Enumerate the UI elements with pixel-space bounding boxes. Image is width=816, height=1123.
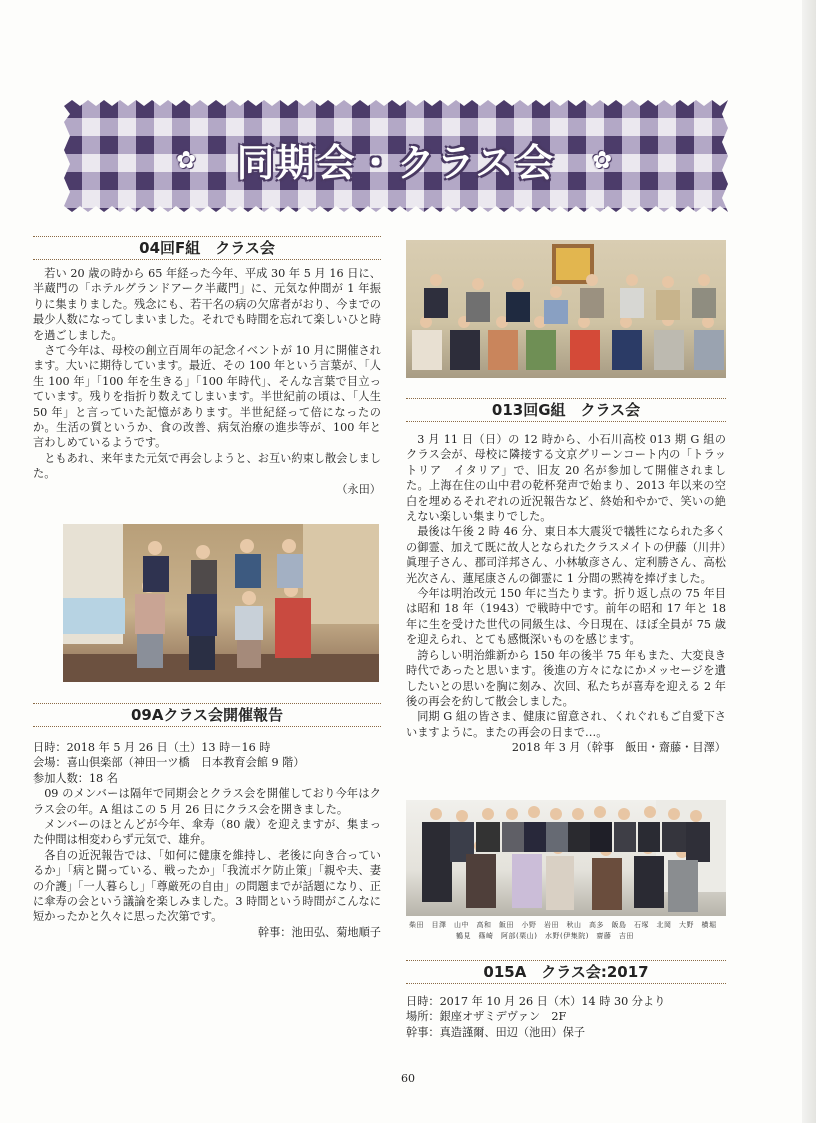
section-heading-04f: 04回F組 クラス会 bbox=[33, 236, 381, 260]
photo-caption-line2: 鶴見 篠崎 阿部(栗山) 水野(伊集院) 齋藤 吉田 bbox=[456, 932, 634, 940]
paragraph: 09 のメンバーは隔年で同期会とクラス会を開催しており今年はクラス会の年。A 組はこの 5 月 26 日にクラス会を開きました。 bbox=[33, 787, 381, 816]
signature: 2018 年 3 月（幹事 飯田・齋藤・目澤） bbox=[511, 741, 726, 755]
photo-people bbox=[63, 524, 379, 682]
info-date: 日時：2018 年 5 月 26 日（土）13 時－16 時 bbox=[33, 741, 271, 754]
signature bbox=[33, 925, 381, 940]
photo-caption-line1: 柴田 目澤 山中 高和 飯田 小野 岩田 秋山 高多 飯島 石塚 北岡 大野 横堀 bbox=[409, 921, 717, 929]
paragraph: さて今年は、母校の創立百周年の記念イベントが 10 月に開催されます。大いに期待しています。最近、その 100 年という言葉が、「人生 100 年」「100 年を生きる」「100 年時代」、そんな言葉で目立っています。残りを指折り数えてしまいます。半世紀前の頃は、「人生 50 年」と言っていた記憶があります。半世紀経って倍になったのか。生活の質というか、食の改善、病気治療の進歩等が、100 年と言わしめているようです。 bbox=[33, 344, 381, 450]
section-heading-015a: 015A クラス会:2017 bbox=[406, 960, 726, 984]
article-015a bbox=[406, 994, 726, 1040]
info-place: 場所：銀座オザミデヴァン 2F bbox=[406, 1010, 567, 1024]
paragraph: 今年は明治改元 150 年に当たります。折り返し点の 75 年目は昭和 18 年（1943）で戦時中です。前年の昭和 17 年と 18 年に生を受けた世代の同級生は、今日現在、ほぼ全員が 75 歳を迎えられ、とても感慨深いものを感じます。 bbox=[406, 587, 726, 647]
banner-title: 同期会・クラス会 bbox=[236, 141, 556, 185]
photo-people bbox=[406, 240, 726, 378]
paragraph: 各自の近況報告では、「如何に健康を維持し、老後に向き合っているか」「病と闘っている、戦ったか」「我流ボケ防止策」「親や夫、妻の介護」「一人暮らし」「尊厳死の自由」の問題までが話題になり、正に傘寿の会という議論を楽しみました。3 時間という時間がこんなに短かったかと久々に思った次第です。 bbox=[33, 848, 381, 924]
page-edge bbox=[802, 0, 816, 1123]
info-venue: 会場：喜山倶楽部（神田一ツ橋 日本教育会館 9 階） bbox=[33, 756, 305, 770]
butterfly-icon: ✿ bbox=[592, 146, 613, 174]
paragraph: ともあれ、来年また元気で再会しようと、お互い約束し散会しました。 bbox=[33, 451, 381, 481]
section-heading-09a: 09Aクラス会開催報告 bbox=[33, 703, 381, 727]
group-photo-04f bbox=[63, 524, 379, 682]
info-attendees: 参加人数：18 名 bbox=[33, 771, 118, 785]
paragraph: 3 月 11 日（日）の 12 時から、小石川高校 013 期 G 組のクラス会が、母校に隣接する文京グリーンコート内の「トラットリア イタリア」で、旧友 20 名が参加して開催されました。上海在住の山中君の乾杯発声で始まり、2013 年以来の空白を埋めるそれぞれの近況報告など、終始和やかで、笑いの絶えない楽しい集まりでした。 bbox=[406, 433, 726, 524]
info-organizers: 幹事：真造謹爾、田辺（池田）保子 bbox=[406, 1025, 586, 1039]
signature: （永田） bbox=[336, 482, 381, 496]
info-date: 日時：2017 年 10 月 26 日（木）14 時 30 分より bbox=[406, 995, 666, 1008]
article-09a bbox=[33, 740, 381, 940]
flower-icon: ✿ bbox=[176, 146, 197, 174]
photo-people bbox=[406, 800, 726, 916]
group-photo-013g-2 bbox=[406, 800, 726, 916]
paragraph: 誇らしい明治維新から 150 年の後半 75 年もまた、大変良き時代であったと思います。後進の方々になにかメッセージを遺したいとの思いを胸に刻み、次回、私たちが喜寿を迎える 2 年後の再会を約して散会しました。 bbox=[406, 648, 726, 708]
group-photo-013g bbox=[406, 240, 726, 378]
page-number: 60 bbox=[401, 1072, 415, 1085]
section-heading-013g: 013回G組 クラス会 bbox=[406, 398, 726, 422]
title-banner bbox=[64, 100, 728, 212]
paragraph: 最後は午後 2 時 46 分、東日本大震災で犠牲になられた多くの御霊、加えて既に故人となられたクラスメイトの伊藤（川井）眞理子さん、郡司洋邦さん、小林敏彦さん、定利勝さん、高松光次さん、蓮尾康さんの御霊に 1 分間の黙祷を捧げました。 bbox=[406, 525, 726, 585]
article-013g bbox=[406, 432, 726, 756]
signature-text: 幹事：池田弘、菊地順子 bbox=[257, 925, 381, 939]
paragraph: 同期 G 組の皆さま、健康に留意され、くれぐれもご自愛下さいますように。またの再会の日まで…。 bbox=[406, 710, 726, 739]
article-04f bbox=[33, 266, 381, 497]
paragraph: メンバーのほとんどが今年、傘寿（80 歳）を迎えますが、集まった仲間は相変わらず元気で、雄弁。 bbox=[33, 818, 381, 847]
paragraph: 若い 20 歳の時から 65 年経った今年、平成 30 年 5 月 16 日に、半蔵門の「ホテルグランドアーク半蔵門」に、元気な仲間が 1 年振りに集まりました。残念にも、若干名の病の欠席者がおり、今までの最少人数になってしまいました。それでも時間を忘れて楽しいひと時を過ごしました。 bbox=[33, 267, 381, 342]
